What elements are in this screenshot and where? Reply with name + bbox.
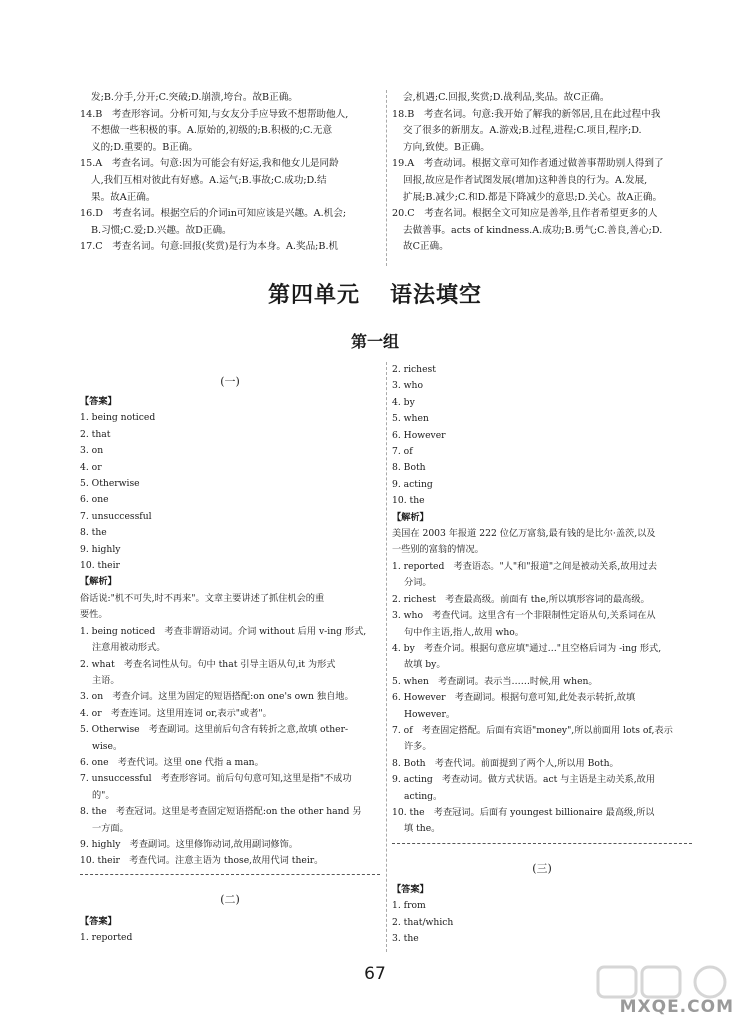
text-line: 1. reported 考查语态。"人"和"报道"之间是被动关系,故用过去	[392, 560, 658, 572]
text-line: 7. of	[392, 446, 413, 458]
text-line: 扩展;B.减少;C.和D.都是下降减少的意思;D.关心。故A正确。	[403, 191, 663, 203]
text-line: 方向,致使。B正确。	[403, 141, 490, 153]
text-line: 果。故A正确。	[91, 191, 156, 203]
text-line: 3. on 考查介词。这里为固定的短语搭配:on one's own 独自地。	[80, 691, 354, 703]
text-line: acting。	[404, 790, 443, 802]
text-line: 5. when	[392, 413, 429, 425]
text-line: 5. when 考查副词。表示当……时候,用 when。	[392, 675, 598, 687]
section1-divider	[80, 874, 380, 875]
text-line: 6. one 考查代词。这里 one 代指 a man。	[80, 756, 264, 768]
text-line: 1. being noticed	[80, 412, 156, 424]
text-line: 回报,故应是作者试图发展(增加)这种善良的行为。A.发展,	[403, 174, 648, 186]
text-line: 7. unsuccessful	[80, 510, 152, 522]
text-line: 10. their 考查代词。注意主语为 those,故用代词 their。	[80, 855, 324, 867]
text-line: 5. Otherwise 考查副词。这里前后句含有转折之意,故填 other-	[80, 724, 349, 736]
section2-left-column	[80, 914, 380, 947]
unit-title-part1: 第四单元	[267, 283, 360, 308]
text-line: 义的;D.重要的。B正确。	[91, 141, 199, 153]
text-line: 20.C 考查名词。根据全文可知应是善举,且作者希望更多的人	[392, 208, 658, 220]
text-line: 主语。	[92, 674, 120, 686]
text-line: 4. or 考查连词。这里用连词 or,表示"或者"。	[80, 707, 272, 719]
page-number: 67	[364, 964, 386, 984]
unit-title-part2: 语法填空	[390, 283, 483, 308]
group-title: 第一组	[350, 332, 399, 351]
section2-analysis-text	[392, 526, 692, 838]
text-line: 一方面。	[92, 822, 129, 834]
text-line: 1. reported	[80, 932, 133, 944]
text-line: 6. However	[392, 429, 446, 441]
text-line: 16.D 考查名词。根据空后的介词in可知应该是兴趣。A.机会;	[80, 208, 347, 220]
text-line: 9. acting	[392, 478, 433, 490]
text-line: 去做善事。acts of kindness.A.成功;B.勇气;C.善良,善心;D.	[403, 224, 663, 236]
text-line: 9. highly 考查副词。这里修饰动词,故用副词修饰。	[80, 838, 298, 850]
text-line: 交了很多的新朋友。A.游戏;B.过程,进程;C.项目,程序;D.	[403, 125, 642, 137]
section3-answer-list	[392, 898, 692, 947]
section1-analysis-text	[80, 591, 380, 870]
text-line: 故填 by。	[404, 659, 446, 671]
text-line: 2. that/which	[392, 916, 454, 928]
text-line: 4. by	[392, 396, 415, 408]
section1-left-column	[80, 394, 380, 870]
text-line: 人,我们互相对彼此有好感。A.运气;B.事故;C.成功;D.结	[91, 174, 327, 186]
text-line: 8. the 考查冠词。这里是考查固定短语搭配:on the other hand 另	[80, 806, 362, 818]
text-line: 9. highly	[80, 543, 121, 555]
text-line: 7. of 考查固定搭配。后面有宾语"money",所以前面用 lots of,表示	[392, 724, 673, 736]
text-line: 发;B.分手,分开;C.突破;D.崩溃,垮台。故B正确。	[91, 92, 298, 103]
text-line: 1. from	[392, 900, 426, 912]
text-line: 2. what 考查名词性从句。句中 that 引导主语从句,it 为形式	[80, 658, 336, 670]
section1-analysis-label: 【解析】	[80, 576, 117, 588]
section1-answer-label: 【答案】	[80, 396, 117, 407]
section2-divider	[392, 843, 692, 844]
text-line: 19.A 考查动词。根据文章可知作者通过做善事帮助别人得到了	[392, 158, 664, 170]
text-line: 一些别的富翁的情况。	[392, 544, 484, 556]
text-line: 填 the。	[404, 823, 441, 835]
text-line: 2. richest 考查最高级。前面有 the,所以填形容词的最高级。	[392, 593, 650, 605]
text-line: 3. on	[80, 445, 104, 457]
text-line: B.习惯;C.爱;D.兴趣。故D正确。	[91, 224, 232, 236]
text-line: 10. the 考查冠词。后面有 youngest billionaire 最高级,所以	[392, 806, 655, 818]
column-divider-main	[386, 362, 387, 952]
text-line: 18.B 考查名词。句意:我开始了解我的新邻居,且在此过程中我	[392, 108, 661, 120]
text-line: 许多。	[404, 741, 432, 753]
section3-title: (三)	[532, 862, 552, 875]
top-left-column	[80, 90, 380, 256]
section3-column	[392, 882, 692, 948]
text-line: 2. that	[80, 428, 111, 440]
section2-answer-list-right	[392, 362, 692, 510]
text-line: 10. their	[80, 560, 120, 572]
section2-answer-list-left	[80, 930, 380, 946]
text-line: 的"。	[92, 789, 115, 801]
text-line: 5. Otherwise	[80, 478, 140, 490]
section2-answer-label: 【答案】	[80, 916, 117, 927]
column-divider-top	[386, 90, 387, 266]
text-line: 4. by 考查介词。根据句意应填"通过…"且空格后词为 -ing 形式,	[392, 642, 662, 654]
text-line: 3. who	[392, 380, 423, 392]
text-line: However。	[404, 708, 456, 720]
text-line: 美国在 2003 年报道 222 位亿万富翁,最有钱的是比尔·盖茨,以及	[392, 528, 656, 540]
text-line: 8. Both 考查代词。前面提到了两个人,所以用 Both。	[392, 757, 619, 769]
text-line: 6. However 考查副词。根据句意可知,此处表示转折,故填	[392, 692, 636, 704]
text-line: wise。	[92, 740, 123, 752]
text-line: 9. acting 考查动词。做方式状语。act 与主语是主动关系,故用	[392, 774, 656, 786]
top-right-column	[392, 90, 692, 256]
text-line: 7. unsuccessful 考查形容词。前后句句意可知,这里是指"不成功	[80, 773, 352, 785]
text-line: 会,机遇;C.回报,奖赏;D.战利品,奖品。故C正确。	[403, 92, 610, 103]
text-line: 6. one	[80, 494, 109, 506]
text-line: 3. who 考查代词。这里含有一个非限制性定语从句,关系词在从	[392, 610, 656, 622]
text-line: 14.B 考查形容词。分析可知,与女友分手应导致不想帮助他人,	[80, 108, 349, 120]
section2-right-column	[392, 362, 692, 838]
text-line: 3. the	[392, 933, 419, 945]
watermark-text: MXQE.COM	[619, 997, 734, 1017]
section3-answer-label: 【答案】	[392, 884, 429, 895]
section1-title: (一)	[220, 375, 240, 388]
text-line: 15.A 考查名词。句意:因为可能会有好运,我和他女儿是同龄	[80, 158, 339, 170]
text-line: 句中作主语,指人,故用 who。	[404, 626, 524, 638]
text-line: 10. the	[392, 495, 425, 507]
section2-title: (二)	[220, 893, 240, 906]
text-line: 要性。	[80, 609, 108, 621]
text-line: 注意用被动形式。	[92, 642, 166, 654]
text-line: 2. richest	[392, 364, 436, 375]
text-line: 不想做一些积极的事。A.原始的,初级的;B.积极的;C.无意	[91, 125, 333, 137]
unit-title	[0, 278, 750, 309]
text-line: 故C正确。	[403, 241, 449, 253]
text-line: 8. Both	[392, 462, 426, 474]
section2-analysis-label: 【解析】	[392, 511, 429, 523]
text-line: 分词。	[404, 577, 432, 589]
text-line: 1. being noticed 考查非谓语动词。介词 without 后用 v-ing 形式,	[80, 625, 367, 637]
text-line: 4. or	[80, 461, 102, 473]
section1-answer-list	[80, 410, 380, 574]
text-line: 17.C 考查名词。句意:回报(奖赏)是行为本身。A.奖品;B.机	[80, 241, 339, 253]
text-line: 俗话说:"机不可失,时不再来"。文章主要讲述了抓住机会的重	[80, 592, 325, 604]
text-line: 8. the	[80, 527, 107, 539]
